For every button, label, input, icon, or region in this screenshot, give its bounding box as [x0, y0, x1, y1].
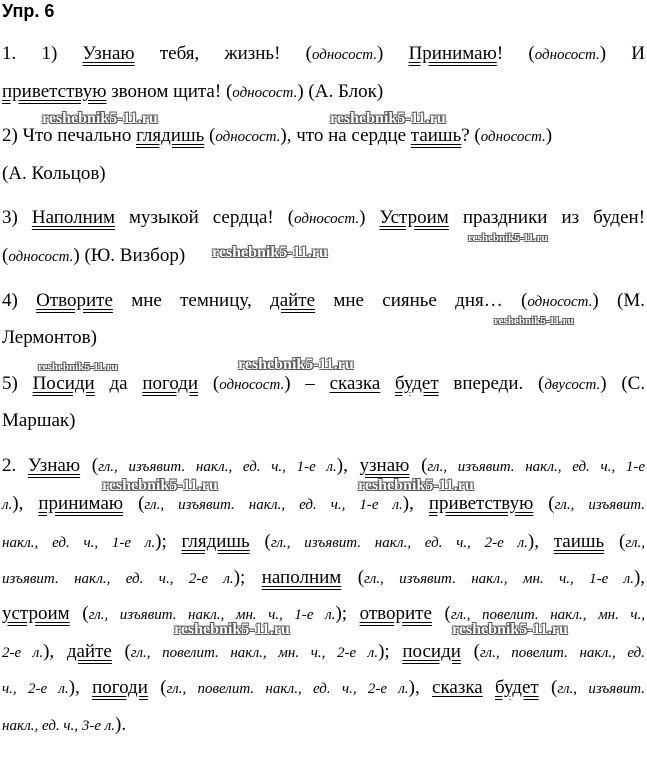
predicate-underlined: Принимаю [408, 43, 497, 64]
note: л. [2, 497, 13, 513]
watermark: reshebnik5-11.ru [358, 477, 474, 494]
text: ), что на сердце [280, 125, 411, 146]
text: ) (С. [600, 373, 646, 394]
text: ) – [284, 373, 315, 394]
text: ) (М. [592, 290, 645, 311]
text: ), [12, 493, 24, 514]
note: односост. [480, 129, 546, 145]
text: Лермонтов) [2, 327, 97, 348]
verb-underlined: узнаю [359, 455, 410, 476]
text: ) И [599, 43, 645, 64]
note: односост. [294, 211, 360, 227]
verb-underlined: посиди [402, 641, 461, 662]
ex1-line-9 [2, 373, 645, 396]
note: гл., повелит. накл., ед. ч., 2-е л. [166, 681, 409, 697]
note: гл., изъявит. [554, 497, 646, 513]
verb-underlined: глядишь [181, 531, 250, 552]
text: ), [43, 641, 55, 662]
note: гл., изъявит. накл., ед. ч., 1-е л. [144, 497, 403, 513]
note: односост. [527, 294, 593, 310]
note: двусост. [544, 377, 601, 393]
text: ), [527, 531, 539, 552]
text: ( [124, 641, 131, 662]
text: ( [618, 531, 626, 552]
text: ); [233, 567, 246, 588]
verb-underlined: принимаю [38, 493, 124, 514]
note: гл., повелит. накл., ед. [479, 645, 646, 661]
text: ( [548, 493, 555, 514]
ex1-line-2 [2, 81, 645, 104]
note: 2-е л. [2, 645, 44, 661]
ex1-line-7 [2, 290, 645, 313]
predicate-underlined: Устроим [379, 207, 449, 228]
text: 2) Что печально [2, 125, 137, 146]
note: односост. [215, 129, 281, 145]
predicate-underlined: будет [395, 373, 439, 394]
predicate-underlined: дайте [270, 290, 316, 311]
text: тебя, жизнь! ( [159, 43, 312, 64]
text: ( [473, 641, 480, 662]
watermark: reshebnik5-11.ru [174, 621, 290, 638]
text: ). [115, 714, 127, 735]
subject-underlined: сказка [329, 373, 381, 394]
text: ( [421, 455, 428, 476]
watermark: reshebnik5-11.ru [42, 110, 158, 127]
watermark: reshebnik5-11.ru [212, 244, 328, 261]
watermark: reshebnik5-11.ru [468, 232, 548, 244]
text: ( [138, 493, 145, 514]
text: (А. Кольцов) [2, 163, 106, 184]
verb-underlined: наполним [261, 567, 342, 588]
verb-underlined: отворите [359, 603, 432, 624]
text: ), [336, 455, 348, 476]
text: ), [402, 493, 414, 514]
ex1-line-1 [2, 43, 645, 66]
note: гл., изъявит. накл., ед. ч., 1-е [427, 459, 646, 475]
text: ( [2, 245, 9, 266]
predicate-underlined: таишь [410, 125, 462, 146]
predicate-underlined: Узнаю [82, 43, 135, 64]
note: гл., изъявит. накл., мн. ч., 1-е л. [364, 571, 634, 587]
ex2-line-4 [2, 567, 645, 590]
text: ) [545, 125, 553, 146]
watermark: reshebnik5-11.ru [102, 477, 218, 494]
ex1-line-10 [2, 410, 645, 432]
text: да [109, 373, 128, 394]
text: ( [212, 373, 220, 394]
verb-underlined: дайте [66, 641, 112, 662]
watermark: reshebnik5-11.ru [494, 315, 574, 327]
text: ( [264, 531, 271, 552]
watermark: reshebnik5-11.ru [330, 110, 446, 127]
text: ); [378, 641, 390, 662]
text: ( [357, 567, 365, 588]
text: 3) [2, 207, 18, 228]
text: мне темницу, [131, 290, 252, 311]
ex2-line-7 [2, 677, 645, 700]
text: ) (Ю. Визбор) [73, 245, 186, 266]
text: 2. [2, 455, 17, 476]
note: ч., 2-е л. [2, 681, 69, 697]
text: ); [335, 603, 348, 624]
predicate-underlined: Отворите [36, 290, 113, 311]
text: 1. 1) [2, 43, 58, 64]
verb-underlined: таишь [553, 531, 605, 552]
text: ), [68, 677, 80, 698]
verb-underlined: сказка [432, 677, 483, 698]
note: гл., изъявит. [557, 681, 646, 697]
verb-underlined: устроим [2, 603, 70, 624]
note: односост. [232, 85, 298, 101]
note: гл., изъявит. накл., мн. ч., 1-е л. [88, 607, 336, 623]
ex1-line-4 [2, 163, 645, 185]
predicate-underlined: глядишь [136, 125, 205, 146]
ex2-line-2 [2, 493, 645, 516]
note: односост. [219, 377, 285, 393]
note: гл., повелит. накл., мн. ч., 2-е л. [130, 645, 379, 661]
ex1-line-8 [2, 327, 645, 349]
text: ) (А. Блок) [297, 81, 384, 102]
text: ( [444, 603, 451, 624]
text: ) [359, 207, 366, 228]
note: изъявит. накл., ед. ч., 2-е л. [2, 571, 234, 587]
note: односост. [534, 47, 600, 63]
predicate-underlined: погоди [142, 373, 199, 394]
text: музыкой сердца! ( [129, 207, 295, 228]
note: накл., ед. ч., 1-е л. [2, 535, 156, 551]
text: ( [551, 677, 558, 698]
ex2-line-3 [2, 531, 645, 554]
exercise-title: Упр. 6 [2, 1, 55, 21]
note: гл., изъявит. накл., ед. ч., 1-е л. [98, 459, 337, 475]
text: праздники из буден! [462, 207, 646, 228]
verb-underlined: Узнаю [27, 455, 81, 476]
watermark: reshebnik5-11.ru [238, 356, 354, 373]
ex2-line-1 [2, 455, 645, 478]
note: гл., повелит. накл., мн. ч., [450, 607, 646, 623]
predicate-underlined: Наполним [31, 207, 116, 228]
verb-underlined: приветствую [428, 493, 534, 514]
text: ), [408, 677, 420, 698]
watermark: reshebnik5-11.ru [452, 621, 568, 638]
text: 5) [2, 373, 18, 394]
predicate-underlined: приветствую [2, 81, 107, 102]
ex1-line-3 [2, 125, 645, 148]
text: ? ( [461, 125, 481, 146]
text: звоном щита! ( [106, 81, 233, 102]
ex1-line-5 [2, 207, 645, 230]
text: впереди. ( [453, 373, 545, 394]
text: Маршак) [2, 410, 76, 431]
watermark: reshebnik5-11.ru [38, 361, 118, 373]
note: односост. [8, 249, 74, 265]
text: ! ( [496, 43, 535, 64]
note: гл., [625, 535, 646, 551]
text: ( [82, 603, 89, 624]
text: ( [160, 677, 167, 698]
text: ( [91, 455, 99, 476]
text: ); [155, 531, 167, 552]
text: ( [204, 125, 216, 146]
text: ) [377, 43, 384, 64]
ex2-line-8 [2, 714, 645, 737]
predicate-underlined: Посиди [32, 373, 95, 394]
verb-underlined: будет [495, 677, 539, 698]
note: гл., изъявит. накл., ед. ч., 2-е л. [270, 535, 528, 551]
text: ), [633, 567, 646, 588]
ex2-line-6 [2, 641, 645, 664]
note: накл., ед. ч., 3-е л. [2, 718, 116, 734]
text: мне сиянье дня… ( [333, 290, 528, 311]
verb-underlined: погоди [92, 677, 148, 698]
text: 4) [2, 290, 18, 311]
note: односост. [311, 47, 378, 63]
